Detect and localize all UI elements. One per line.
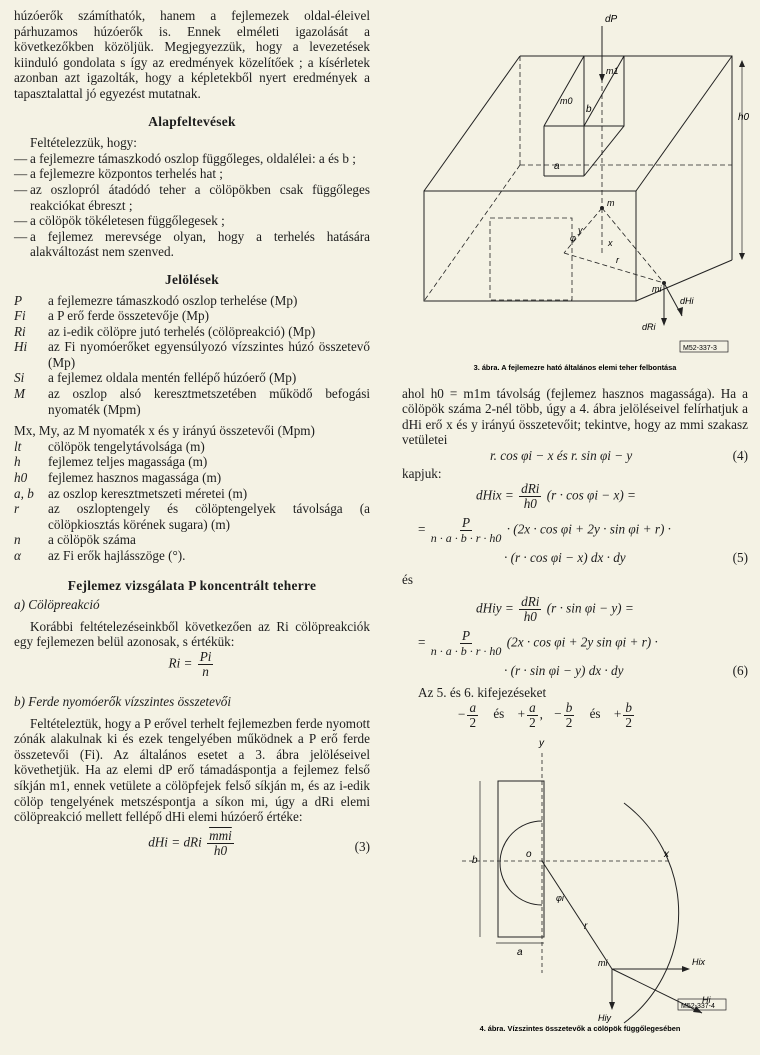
fig4-label-y: y xyxy=(539,737,544,749)
equation-3: dHi = dRi $\frac{\overline{mmi}}{h0}$ (3) xyxy=(148,827,370,858)
notation-item: α az Fi erők hajlásszöge (°). xyxy=(14,548,186,563)
equation-6c: · (r · sin φi − y) dx · dy (6) xyxy=(504,663,748,679)
fig3-label-phi: φ xyxy=(570,233,576,243)
fig4-label-phi: φi xyxy=(556,892,564,903)
notation-item: h0 fejlemez hasznos magassága (m) xyxy=(14,470,222,486)
right-paragraph-1: ahol h0 = m1m távolság (fejlemez hasznos magassága). Ha a cölöpök száma 2-nél több, úgy a 4. ábra jelöléseivel felírhatjuk a dHi erő x és y irányú összetevőit; tekintve, hogy az mmi szakasz vetületei xyxy=(402,385,748,448)
fig4-label-Hix: Hix xyxy=(692,956,705,967)
paragraph-b: Feltételeztük, hogy a P erővel terhelt fejlemezben ferde nyomott zónák alakulnak ki és ezek tengelyében működnek a P erő ferde összetevői (Fi). Az általános esetet a 3. ábra jelöléseivel követhetjük. Ha az elemi dP erő támadáspontja a fejlemez felső síkján m1, ennek vetülete a cölöpfejek felső síkján m, és az i-edik cölöp tengelyének metszéspontja a síkon mi, úgy a dRi elemi cölöpreakció mellett fellépő dHi elemi húzóerő értéke: xyxy=(14,715,370,825)
notation-item: Ri az i-edik cölöpre jutó terhelés (cölöpreakció) (Mp) xyxy=(14,323,316,339)
fig4-stamp: M52-337-4 xyxy=(681,1002,715,1010)
equation-6a: dHiy = $\frac{\text{dRi}}{h0}$ (r · sin φi − y) = xyxy=(476,594,634,625)
fig3-label-r: r xyxy=(616,255,619,265)
list-item: — a fejlemezre támaszkodó oszlop függőleges, oldalélei: a és b ; xyxy=(14,150,356,166)
notation-item: a, b az oszlop keresztmetszeti méretei (m) xyxy=(14,485,248,501)
fig3-label-a: a xyxy=(554,161,560,172)
notation-item: r az oszloptengely és cölöptengelyek távolsága (a cölöpkiosztás körének sugara) (m) xyxy=(14,501,370,532)
equation-ri: Ri = $\frac{Pi}{n}$ xyxy=(168,648,212,679)
right-column xyxy=(402,8,748,1038)
equation-5c: · (r · cos φi − x) dx · dy (5) xyxy=(504,549,748,565)
notation-item: Fi a P erő ferde összetevője (Mp) xyxy=(14,308,209,324)
fig4-caption: 4. ábra. Vízszintes összetevők a cölöpök függőlegesében xyxy=(479,1023,681,1033)
subsection-b-heading: b) Ferde nyomóerők vízszintes összetevői xyxy=(14,693,232,709)
fig4-label-Hi: Hi xyxy=(702,994,711,1005)
notation-item: h fejlemez teljes magassága (m) xyxy=(14,454,208,470)
figure-3 xyxy=(402,8,748,376)
assumptions-heading: Alapfeltevések xyxy=(148,113,236,129)
fig4-label-b: b xyxy=(472,854,478,866)
fig3-stamp: M52-337-3 xyxy=(683,345,717,352)
right-paragraph-2: Az 5. és 6. kifejezéseket xyxy=(418,685,547,701)
equation-4: r. cos φi − x és r. sin φi − y (4) xyxy=(490,447,748,463)
equation-6b: = $\frac{P}{n \cdot a \cdot b \cdot r \cdot h0}$ (2x · cos φi + 2y sin φi + r) · xyxy=(418,628,658,659)
fig4-label-r: r xyxy=(584,920,588,932)
paragraph-a: Korábbi feltételezéseinkből következően az Ri cölöpreakciók egy fejlemezen belül azonosak, s értékük: xyxy=(14,618,370,650)
notation-mxy: Mx, My, az M nyomaték x és y irányú összetevői (Mpm) xyxy=(14,423,315,439)
intro-paragraph: húzóerők számíthatók, hanem a fejlemezek oldal-éleivel párhuzamos húzóerők is. Ennek elméleti igazolását a következőkben közöljük. Megjegyezzük, hogy a levezetések kiinduló gondolata s így az eredmények közelítőek ; a kísérletek azonban azt igazolták, hogy a képletekből nyert eredmények a tapasztalattal jó egyezést mutatnak. xyxy=(14,8,370,101)
equation-5a: dHix = $\frac{\text{dRi}}{h0}$ (r · cos φi − x) = xyxy=(476,480,636,511)
fig3-label-m0: m0 xyxy=(560,96,573,106)
notation-heading: Jelölések xyxy=(164,271,220,287)
fig4-label-x: x xyxy=(664,848,669,860)
fig3-label-dHi: dHi xyxy=(680,296,694,306)
kapjuk-text: kapjuk: xyxy=(402,465,442,481)
es-text: és xyxy=(402,571,413,587)
fig3-label-m: m xyxy=(607,198,615,208)
list-item: — a fejlemez merevsége olyan, hogy a terhelés hatására alakváltozást nem szenved. xyxy=(14,228,370,260)
fig4-label-o: o xyxy=(526,848,532,860)
figure-4 xyxy=(402,733,748,1038)
fig4-label-a: a xyxy=(517,946,523,958)
notation-item: n a cölöpök száma xyxy=(14,532,136,548)
list-item: — az oszlopról átadódó teher a cölöpökben csak függőleges reakciókat ébreszt ; xyxy=(14,181,370,213)
integration-bounds: − $\frac{a}{2}$ és + $\frac{a}{2}$ , − $\frac{b}{2}$ és + $\frac{b}{2}$ xyxy=(458,699,632,730)
assumptions-list xyxy=(14,151,370,260)
notation-item: lt cölöpök tengelytávolsága (m) xyxy=(14,438,205,454)
subsection-a-heading: a) Cölöpreakció xyxy=(14,597,100,613)
assumptions-lead: Feltételezzük, hogy: xyxy=(30,135,137,151)
fig3-label-mi: mi xyxy=(652,284,662,294)
notation-list xyxy=(14,293,370,564)
notation-item: P a fejlemezre támaszkodó oszlop terhelése (Mp) xyxy=(14,292,298,308)
fig3-label-y: y xyxy=(578,225,583,235)
fig4-label-Hiy: Hiy xyxy=(598,1012,611,1023)
fig3-label-h0: h0 xyxy=(738,112,750,123)
notation-item: Si a fejlemez oldala mentén fellépő húzóerő (Mp) xyxy=(14,370,297,386)
fig3-label-b: b xyxy=(586,104,592,115)
fig3-label-dRi: dRi xyxy=(642,322,656,332)
fig4-label-mi: mi xyxy=(598,957,608,968)
list-item: — a fejlemezre központos terhelés hat ; xyxy=(14,166,223,182)
fig3-caption: 3. ábra. A fejlemezre ható általános elemi teher felbontása xyxy=(473,363,677,372)
notation-item: M az oszlop alsó keresztmetszetében működő befogási nyomaték (Mpm) xyxy=(14,386,370,417)
fig3-label-dP: dP xyxy=(605,14,618,25)
equation-5b: = $\frac{P}{n \cdot a \cdot b \cdot r \cdot h0}$ · (2x · cos φi + 2y · sin φi + r) · xyxy=(418,514,671,545)
fig3-label-m1: m1 xyxy=(606,66,619,76)
fig3-label-x: x xyxy=(608,238,613,248)
left-column xyxy=(14,8,370,865)
list-item: — a cölöpök tökéletesen függőlegesek ; xyxy=(14,213,225,229)
notation-item: Hi az Fi nyomóerőket egyensúlyozó vízszintes húzó összetevő (Mp) xyxy=(14,339,370,370)
section-heading: Fejlemez vizsgálata P koncentrált teherre xyxy=(67,577,317,593)
